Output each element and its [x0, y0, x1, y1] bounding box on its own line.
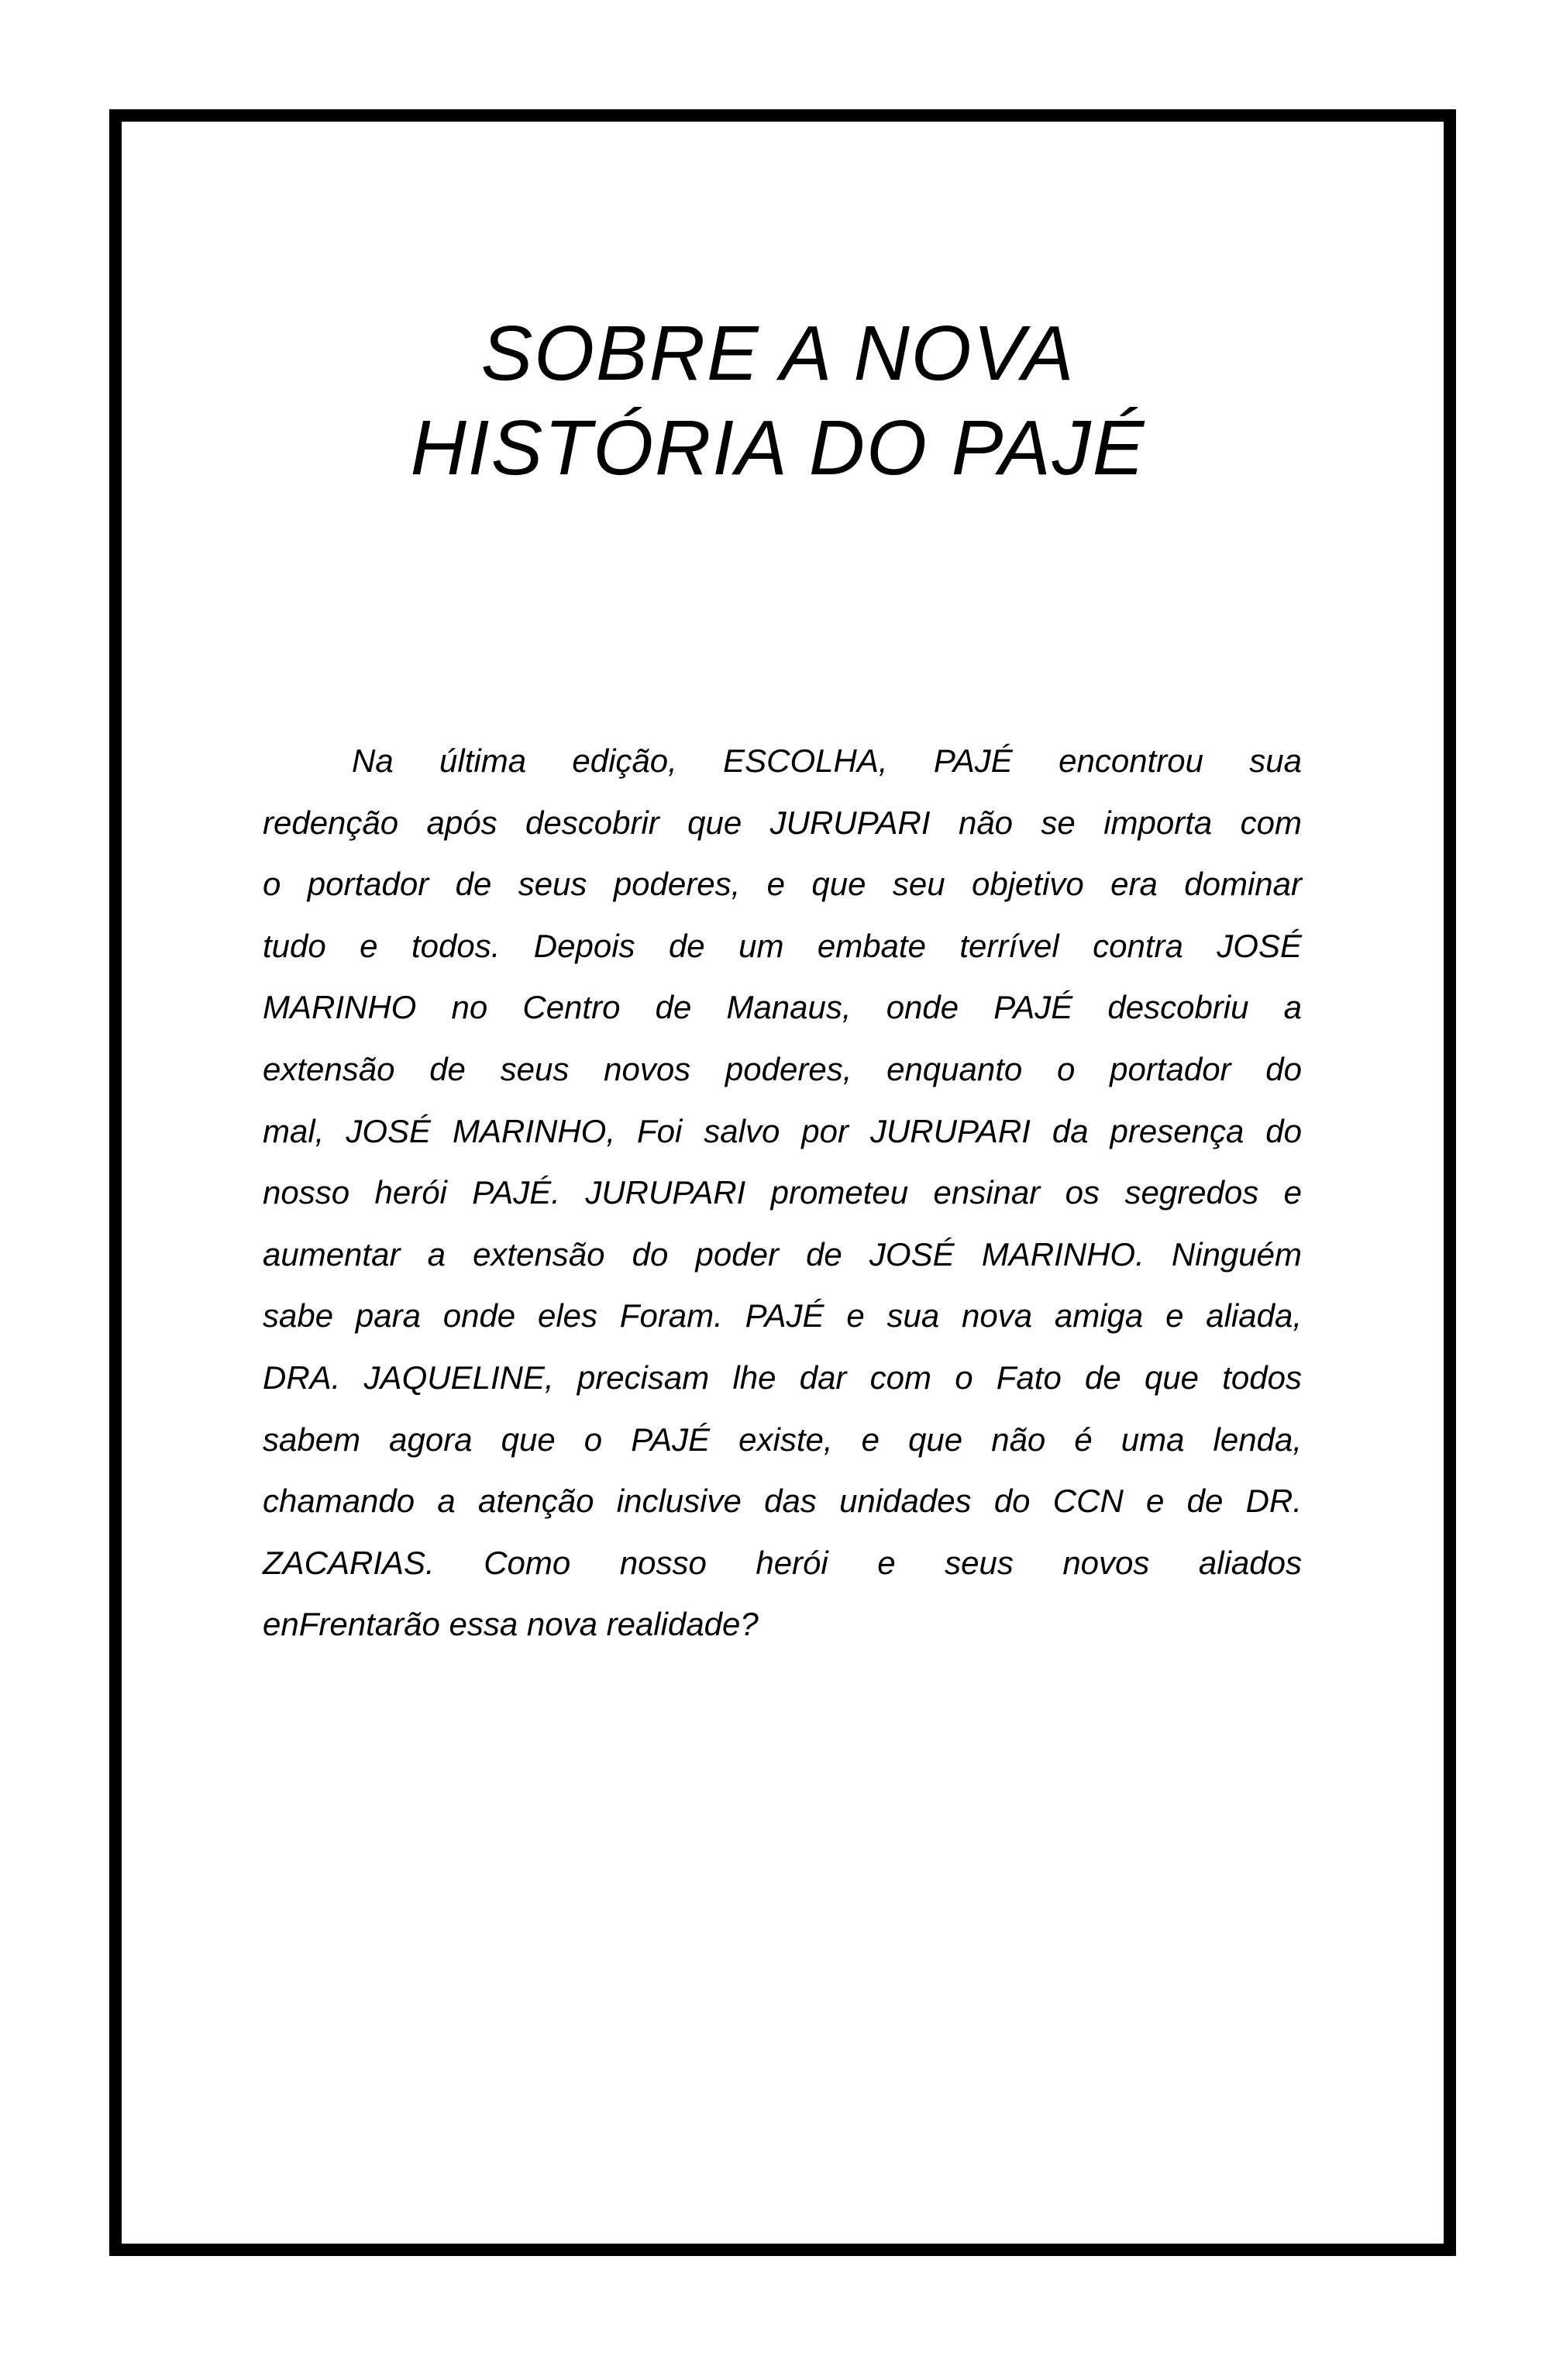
title-line: SOBRE A NOVA [480, 310, 1076, 397]
paragraph-line: chamando a atenção inclusive das unidades do CCN e de DR. [263, 1483, 1302, 1520]
page-title [0, 306, 1556, 495]
summary-paragraph [263, 730, 1302, 1655]
paragraph-line: DRA. JAQUELINE, precisam lhe dar com o Fato de que todos [263, 1359, 1302, 1396]
paragraph-line: MARINHO no Centro de Manaus, onde PAJÉ descobriu a [263, 989, 1302, 1026]
paragraph-line: mal, JOSÉ MARINHO, Foi salvo por JURUPARI da presença do [263, 1112, 1302, 1149]
paragraph-line: sabem agora que o PAJÉ existe, e que não é uma lenda, [263, 1421, 1302, 1458]
paragraph-line: Na última edição, ESCOLHA, PAJÉ encontrou sua [352, 742, 1302, 779]
paragraph-line: aumentar a extensão do poder de JOSÉ MARINHO. Ninguém [263, 1235, 1302, 1273]
paragraph-line: nosso herói PAJÉ. JURUPARI prometeu ensinar os segredos e [263, 1174, 1302, 1211]
title-line: HISTÓRIA DO PAJÉ [410, 405, 1146, 491]
paragraph-line: sabe para onde eles Foram. PAJÉ e sua nova amiga e aliada, [263, 1297, 1302, 1335]
paragraph-line: extensão de seus novos poderes, enquanto o portador do [263, 1050, 1302, 1087]
paragraph-line: tudo e todos. Depois de um embate terrível contra JOSÉ [263, 927, 1302, 964]
paragraph-line: ZACARIAS. Como nosso herói e seus novos aliados [263, 1544, 1302, 1581]
paragraph-line: redenção após descobrir que JURUPARI não se importa com [263, 804, 1302, 841]
paragraph-line: o portador de seus poderes, e que seu objetivo era dominar [263, 866, 1302, 903]
paragraph-line: enFrentarão essa nova realidade? [263, 1606, 759, 1643]
